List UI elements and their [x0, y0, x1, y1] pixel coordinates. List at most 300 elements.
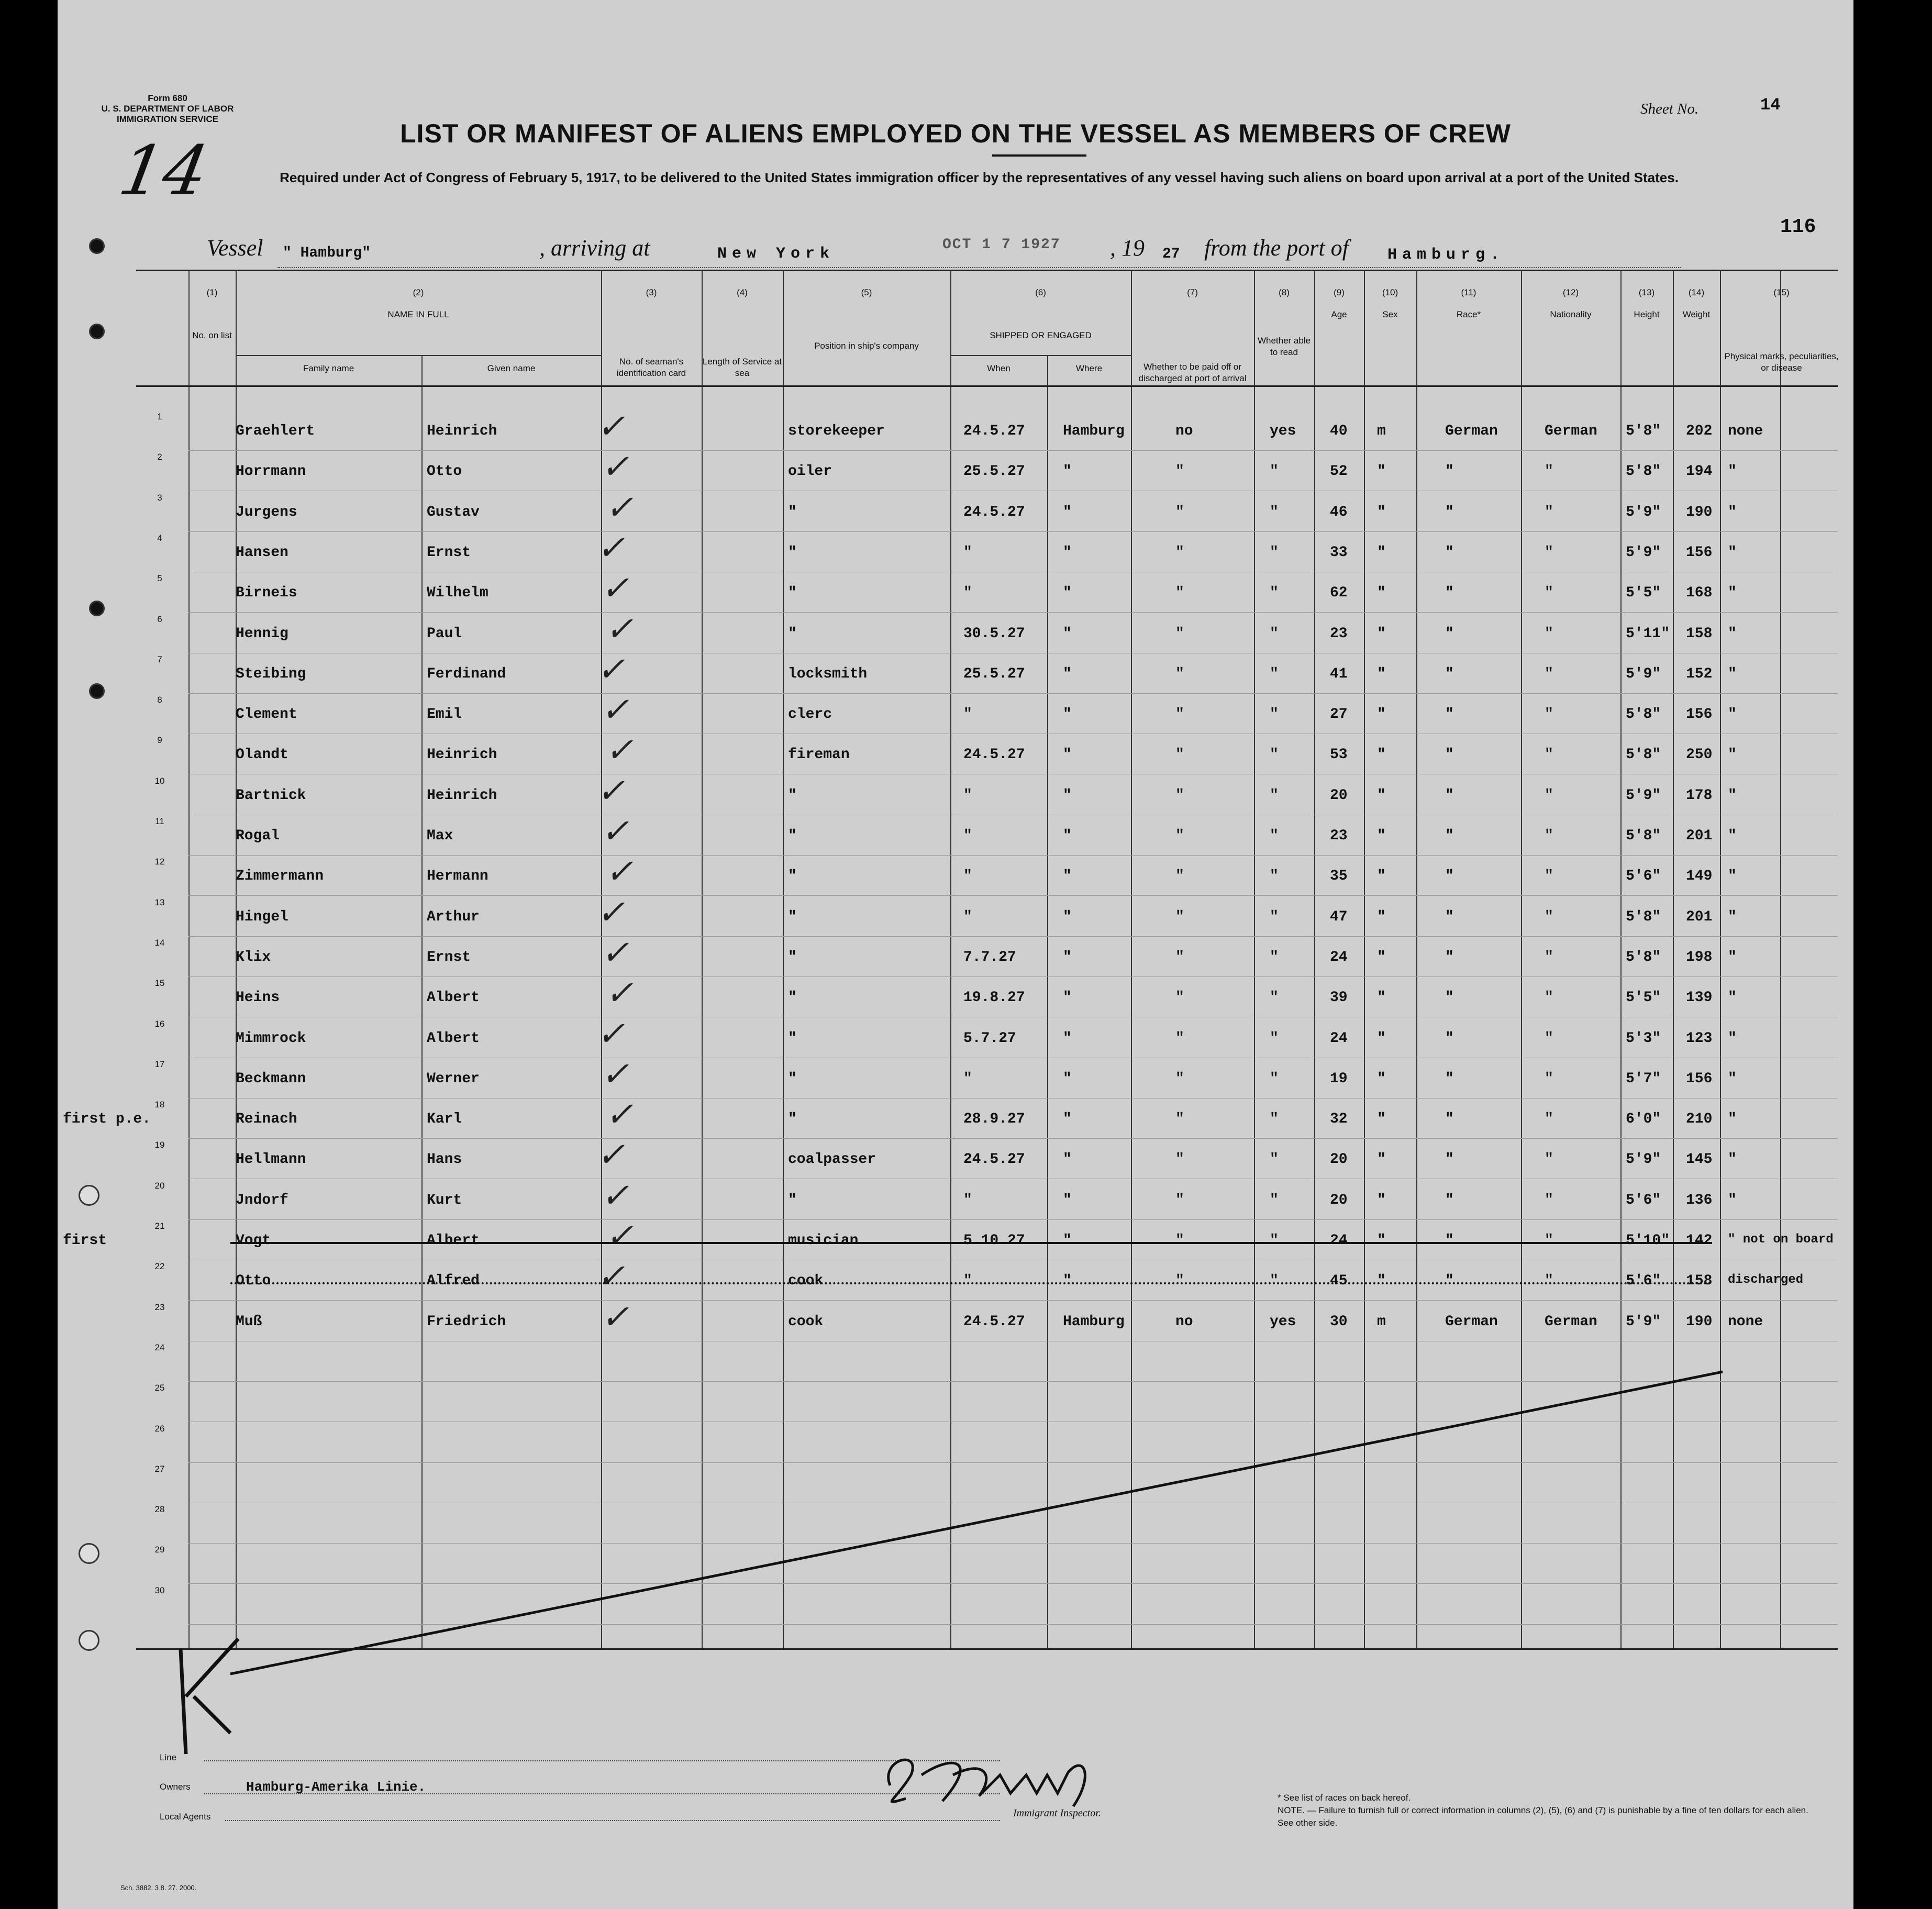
cell-height: 5'8": [1626, 908, 1661, 925]
cell-given: Heinrich: [427, 423, 497, 439]
column-label: Height: [1634, 309, 1660, 319]
serial-number: 116: [1780, 216, 1816, 238]
cell-nat: German: [1545, 423, 1597, 439]
cell-marks: ": [1728, 1030, 1737, 1047]
cell-sex: ": [1377, 949, 1386, 965]
cell-when: 25.5.27: [963, 463, 1025, 480]
cell-when: 5.10.27: [963, 1233, 1025, 1249]
cell-marks: ": [1728, 828, 1737, 844]
cell-paid: ": [1175, 1151, 1184, 1168]
bracket-mark: [181, 1639, 238, 1754]
row-number: 29: [154, 1545, 165, 1555]
cell-read: ": [1270, 1030, 1279, 1047]
cell-where: ": [1063, 949, 1072, 965]
row-number: 30: [154, 1585, 165, 1595]
cell-paid: no: [1175, 1313, 1193, 1330]
cell-race: German: [1445, 1313, 1498, 1330]
cell-weight: 201: [1686, 908, 1713, 925]
cell-read: ": [1270, 908, 1279, 925]
cell-paid: ": [1175, 949, 1184, 965]
cell-sex: ": [1377, 990, 1386, 1006]
cell-nat: ": [1545, 868, 1553, 885]
cell-read: ": [1270, 949, 1279, 965]
check-mark: ✓: [601, 933, 629, 972]
cell-read: ": [1270, 1233, 1279, 1249]
check-mark: ✓: [605, 974, 634, 1013]
cell-sex: ": [1377, 828, 1386, 844]
cell-position: ": [788, 828, 797, 844]
check-mark: ✓: [601, 812, 629, 851]
cell-nat: ": [1545, 625, 1553, 642]
cell-height: 5'5": [1626, 990, 1661, 1006]
cell-race: ": [1445, 828, 1454, 844]
date-stamp: OCT 1 7 1927: [942, 237, 1061, 253]
cell-where: ": [1063, 625, 1072, 642]
cell-nat: ": [1545, 787, 1553, 804]
cell-given: Max: [427, 828, 453, 844]
cell-when: 5.7.27: [963, 1030, 1016, 1047]
row-number: 19: [154, 1140, 165, 1150]
check-mark: ✓: [597, 528, 625, 568]
cell-where: ": [1063, 1151, 1072, 1168]
cell-height: 5'8": [1626, 463, 1661, 480]
column-label: NAME IN FULL: [387, 309, 449, 319]
cell-weight: 198: [1686, 949, 1713, 965]
row-number: 9: [157, 735, 162, 746]
row-number: 18: [154, 1100, 165, 1110]
check-mark: ✓: [605, 1217, 634, 1256]
cell-where: ": [1063, 787, 1072, 804]
cell-read: yes: [1270, 423, 1296, 439]
cell-nat: ": [1545, 990, 1553, 1006]
cell-marks: ": [1728, 504, 1737, 520]
cell-sex: ": [1377, 1030, 1386, 1047]
cell-nat: ": [1545, 1233, 1553, 1249]
cell-paid: ": [1175, 706, 1184, 723]
cell-position: ": [788, 625, 797, 642]
cell-height: 5'8": [1626, 949, 1661, 965]
fine-note: NOTE. — Failure to furnish full or correct information in columns (2), (5), (6) and (7) is punishable by a fine of ten dollars for each alien. See other side.: [1278, 1805, 1808, 1828]
cell-age: 19: [1330, 1070, 1348, 1087]
cell-nat: ": [1545, 1273, 1553, 1290]
cell-sex: ": [1377, 787, 1386, 804]
column-number: (15): [1773, 287, 1790, 297]
cell-sex: ": [1377, 1192, 1386, 1208]
cell-weight: 142: [1686, 1233, 1713, 1249]
cell-given: Ernst: [427, 544, 471, 561]
cell-age: 53: [1330, 747, 1348, 763]
cell-family: Rogal: [236, 828, 280, 844]
cell-weight: 194: [1686, 463, 1713, 480]
cell-given: Gustav: [427, 504, 480, 520]
cell-weight: 123: [1686, 1030, 1713, 1047]
cell-family: Reinach: [236, 1111, 297, 1128]
footer-agents-rule: [225, 1820, 1000, 1821]
cell-weight: 149: [1686, 868, 1713, 885]
cell-position: ": [788, 504, 797, 520]
cell-race: ": [1445, 1111, 1454, 1128]
cell-where: ": [1063, 828, 1072, 844]
cell-weight: 168: [1686, 585, 1713, 602]
column-label: Weight: [1682, 309, 1711, 319]
cell-race: ": [1445, 463, 1454, 480]
cell-paid: ": [1175, 625, 1184, 642]
cell-race: German: [1445, 423, 1498, 439]
cell-read: ": [1270, 504, 1279, 520]
cell-paid: ": [1175, 787, 1184, 804]
cell-where: Hamburg: [1063, 1313, 1125, 1330]
cell-nat: ": [1545, 665, 1553, 682]
cell-race: ": [1445, 504, 1454, 520]
cell-family: Steibing: [236, 665, 306, 682]
cell-age: 47: [1330, 908, 1348, 925]
cell-when: 25.5.27: [963, 665, 1025, 682]
cell-weight: 152: [1686, 665, 1713, 682]
cell-race: ": [1445, 585, 1454, 602]
inspector-signature: [874, 1744, 1199, 1817]
cell-paid: ": [1175, 463, 1184, 480]
from-port-label: from the port of: [1204, 235, 1349, 261]
row-number: 1: [157, 412, 162, 421]
cell-sex: ": [1377, 585, 1386, 602]
cell-race: ": [1445, 1192, 1454, 1208]
cell-where: ": [1063, 585, 1072, 602]
cell-where: ": [1063, 463, 1072, 480]
cell-when: 28.9.27: [963, 1111, 1025, 1128]
vessel-label: Vessel: [207, 235, 263, 261]
cell-height: 5'9": [1626, 665, 1661, 682]
cell-position: ": [788, 949, 797, 965]
cell-when: 24.5.27: [963, 504, 1025, 520]
cell-given: Karl: [427, 1111, 462, 1128]
cell-marks: ": [1728, 544, 1737, 561]
cell-where: ": [1063, 908, 1072, 925]
cell-given: Paul: [427, 625, 462, 642]
column-label: Where: [1075, 363, 1103, 373]
cell-height: 5'7": [1626, 1070, 1661, 1087]
cell-marks: none: [1728, 1313, 1763, 1330]
cell-read: ": [1270, 1273, 1279, 1290]
check-mark: ✓: [597, 1014, 625, 1053]
cell-given: Heinrich: [427, 787, 497, 804]
cell-weight: 136: [1686, 1192, 1713, 1208]
column-number: (4): [737, 287, 748, 297]
cell-position: fireman: [788, 747, 850, 763]
cell-paid: ": [1175, 504, 1184, 520]
cell-position: ": [788, 1070, 797, 1087]
cell-height: 5'5": [1626, 585, 1661, 602]
cell-sex: ": [1377, 544, 1386, 561]
cell-age: 45: [1330, 1273, 1348, 1290]
cell-sex: ": [1377, 1273, 1386, 1290]
cell-age: 20: [1330, 1151, 1348, 1168]
cell-where: ": [1063, 1192, 1072, 1208]
check-mark: ✓: [601, 448, 629, 487]
cell-position: ": [788, 990, 797, 1006]
cell-family: Zimmermann: [236, 868, 324, 885]
cell-sex: ": [1377, 1111, 1386, 1128]
cell-paid: ": [1175, 868, 1184, 885]
cell-sex: ": [1377, 504, 1386, 520]
cell-age: 33: [1330, 544, 1348, 561]
cell-read: ": [1270, 625, 1279, 642]
cell-marks: ": [1728, 463, 1737, 480]
binder-hole: [89, 238, 105, 254]
cell-family: Clement: [236, 706, 297, 723]
cell-paid: ": [1175, 665, 1184, 682]
column-label: Age: [1331, 309, 1347, 319]
cell-nat: ": [1545, 1070, 1553, 1087]
cell-position: coalpasser: [788, 1151, 876, 1168]
cell-age: 41: [1330, 665, 1348, 682]
cell-family: Jndorf: [236, 1192, 288, 1208]
footnote-races: * See list of races on back hereof.: [1278, 1793, 1411, 1803]
column-number: (8): [1279, 287, 1290, 297]
column-number: (2): [413, 287, 424, 297]
cell-where: ": [1063, 868, 1072, 885]
row-number: 21: [154, 1221, 165, 1231]
cell-height: 5'6": [1626, 1192, 1661, 1208]
cell-marks: discharged: [1728, 1273, 1804, 1288]
check-mark: ✓: [597, 407, 625, 446]
row-number: 4: [157, 532, 162, 543]
cell-nat: ": [1545, 1151, 1553, 1168]
cell-marks: ": [1728, 665, 1737, 682]
cell-age: 35: [1330, 868, 1348, 885]
cell-marks: ": [1728, 990, 1737, 1006]
check-mark: ✓: [597, 1257, 625, 1296]
check-mark: ✓: [597, 893, 625, 932]
cell-position: oiler: [788, 463, 832, 480]
column-label: Position in ship's company: [814, 341, 919, 351]
cell-given: Heinrich: [427, 747, 497, 763]
column-label: Nationality: [1550, 309, 1592, 319]
handwritten-number: 14: [113, 131, 214, 210]
cell-age: 40: [1330, 423, 1348, 439]
cell-weight: 190: [1686, 504, 1713, 520]
row-number: 14: [154, 937, 165, 948]
cell-age: 27: [1330, 706, 1348, 723]
cell-marks: ": [1728, 868, 1737, 885]
cell-read: ": [1270, 463, 1279, 480]
check-mark: ✓: [605, 609, 634, 649]
cell-read: ": [1270, 1151, 1279, 1168]
row-number: 10: [154, 775, 165, 786]
cell-marks: ": [1728, 1151, 1737, 1168]
column-label: Given name: [487, 363, 536, 373]
check-mark: ✓: [601, 691, 629, 730]
footer-owners-label: Owners: [160, 1782, 191, 1792]
cell-read: ": [1270, 868, 1279, 885]
cell-nat: ": [1545, 908, 1553, 925]
cell-where: ": [1063, 1233, 1072, 1249]
cell-when: ": [963, 908, 972, 925]
cell-read: ": [1270, 706, 1279, 723]
cell-paid: ": [1175, 544, 1184, 561]
row-number: 13: [154, 897, 165, 907]
cell-race: ": [1445, 990, 1454, 1006]
footer-owners-value: Hamburg-Amerika Linie.: [246, 1779, 426, 1795]
cell-when: ": [963, 787, 972, 804]
cell-weight: 156: [1686, 1070, 1713, 1087]
column-label: SHIPPED OR ENGAGED: [990, 330, 1092, 340]
row-number: 5: [157, 573, 162, 584]
cell-when: 24.5.27: [963, 1151, 1025, 1168]
cell-where: ": [1063, 544, 1072, 561]
cell-age: 23: [1330, 828, 1348, 844]
cell-read: ": [1270, 665, 1279, 682]
cell-age: 20: [1330, 1192, 1348, 1208]
cell-given: Hermann: [427, 868, 488, 885]
column-label: Race*: [1456, 309, 1481, 319]
cell-race: ": [1445, 1233, 1454, 1249]
cell-family: Beckmann: [236, 1070, 306, 1087]
cell-family: Birneis: [236, 585, 297, 602]
cell-marks: ": [1728, 787, 1737, 804]
page-subtitle: Required under Act of Congress of February 5, 1917, to be delivered to the United States immigration officer by the representatives of any vessel having such aliens on board upon arrival at a port of the United States.: [280, 170, 1679, 185]
cell-given: Wilhelm: [427, 585, 488, 602]
row-number: 2: [157, 452, 162, 462]
cancellation-line: [58, 0, 1853, 1909]
sheet-no-label: Sheet No.: [1640, 101, 1699, 117]
cancellation-stroke: [230, 1372, 1723, 1674]
cell-nat: ": [1545, 949, 1553, 965]
cell-read: ": [1270, 990, 1279, 1006]
cell-where: ": [1063, 665, 1072, 682]
column-label: Whether to be paid off or discharged at port of arrival: [1138, 362, 1247, 383]
cell-race: ": [1445, 544, 1454, 561]
column-number: (9): [1334, 287, 1345, 297]
cell-race: ": [1445, 706, 1454, 723]
binder-hole: [79, 1543, 99, 1564]
check-mark: ✓: [601, 1176, 629, 1215]
check-mark: ✓: [597, 771, 625, 811]
cell-marks: ": [1728, 908, 1737, 925]
check-mark: ✓: [597, 650, 625, 689]
cell-height: 5'9": [1626, 787, 1661, 804]
cell-paid: ": [1175, 585, 1184, 602]
cell-position: cook: [788, 1313, 824, 1330]
cell-height: 5'10": [1626, 1233, 1670, 1249]
cell-position: clerc: [788, 706, 832, 723]
cell-where: ": [1063, 1070, 1072, 1087]
cell-weight: 201: [1686, 828, 1713, 844]
sheet-no: 14: [1760, 95, 1781, 115]
cell-height: 5'6": [1626, 1273, 1661, 1290]
cell-family: Klix: [236, 949, 271, 965]
row-number: 28: [154, 1504, 165, 1515]
form-block: Form 680 U. S. DEPARTMENT OF LABOR IMMIGRATION SERVICE: [101, 93, 234, 124]
cell-family: Horrmann: [236, 463, 306, 480]
cell-position: locksmith: [788, 665, 868, 682]
cell-nat: ": [1545, 1030, 1553, 1047]
row-note: first p.e.: [63, 1111, 151, 1128]
vessel-name: " Hamburg": [283, 245, 371, 261]
row-number: 23: [154, 1302, 165, 1312]
cell-where: ": [1063, 990, 1072, 1006]
footer-agents-label: Local Agents: [160, 1812, 211, 1822]
cell-when: ": [963, 1273, 972, 1290]
cell-when: ": [963, 868, 972, 885]
cell-read: ": [1270, 747, 1279, 763]
cell-position: ": [788, 585, 797, 602]
cell-nat: ": [1545, 463, 1553, 480]
cell-position: ": [788, 908, 797, 925]
row-number: 8: [157, 695, 162, 705]
footer-line-label: Line: [160, 1752, 177, 1762]
cell-sex: m: [1377, 423, 1386, 439]
cell-nat: ": [1545, 1192, 1553, 1208]
cell-sex: ": [1377, 625, 1386, 642]
cell-position: ": [788, 544, 797, 561]
column-number: (13): [1638, 287, 1655, 297]
check-mark: ✓: [601, 1055, 629, 1094]
column-number: (10): [1382, 287, 1398, 297]
cell-sex: ": [1377, 868, 1386, 885]
cell-when: ": [963, 828, 972, 844]
column-number: (3): [646, 287, 657, 297]
cell-height: 5'8": [1626, 423, 1661, 439]
cell-race: ": [1445, 1151, 1454, 1168]
cell-race: ": [1445, 1273, 1454, 1290]
cell-given: Emil: [427, 706, 462, 723]
row-number: 16: [154, 1018, 165, 1029]
column-label: Length of Service at sea: [702, 357, 782, 378]
check-mark: ✓: [597, 1136, 625, 1175]
cell-marks: none: [1728, 423, 1763, 439]
cell-given: Hans: [427, 1151, 462, 1168]
cell-age: 23: [1330, 625, 1348, 642]
cell-race: ": [1445, 787, 1454, 804]
check-mark: ✓: [605, 731, 634, 770]
cell-read: ": [1270, 1070, 1279, 1087]
cell-weight: 202: [1686, 423, 1713, 439]
cell-age: 24: [1330, 1030, 1348, 1047]
cell-where: ": [1063, 706, 1072, 723]
cell-paid: ": [1175, 1233, 1184, 1249]
cell-age: 24: [1330, 949, 1348, 965]
cell-given: Arthur: [427, 908, 480, 925]
cell-paid: no: [1175, 423, 1193, 439]
cell-read: ": [1270, 787, 1279, 804]
cell-nat: ": [1545, 1111, 1553, 1128]
cell-when: 30.5.27: [963, 625, 1025, 642]
cell-height: 6'0": [1626, 1111, 1661, 1128]
cell-race: ": [1445, 949, 1454, 965]
cell-family: Mimmrock: [236, 1030, 306, 1047]
check-mark: ✓: [605, 1095, 634, 1135]
cell-height: 5'9": [1626, 1313, 1661, 1330]
cell-age: 20: [1330, 787, 1348, 804]
cell-race: ": [1445, 747, 1454, 763]
cell-given: Otto: [427, 463, 462, 480]
cell-given: Albert: [427, 1030, 480, 1047]
cell-sex: ": [1377, 747, 1386, 763]
cell-where: ": [1063, 1273, 1072, 1290]
cell-position: cook: [788, 1273, 824, 1290]
cell-weight: 250: [1686, 747, 1713, 763]
row-number: 17: [154, 1059, 165, 1069]
cell-family: Vogt: [236, 1233, 271, 1249]
cell-where: ": [1063, 747, 1072, 763]
arriving-label: , arriving at: [539, 235, 650, 261]
cell-position: ": [788, 1030, 797, 1047]
column-label: Sex: [1382, 309, 1398, 319]
from-port: Hamburg.: [1387, 246, 1505, 264]
cell-family: Graehlert: [236, 423, 315, 439]
cell-weight: 156: [1686, 706, 1713, 723]
cell-position: storekeeper: [788, 423, 885, 439]
